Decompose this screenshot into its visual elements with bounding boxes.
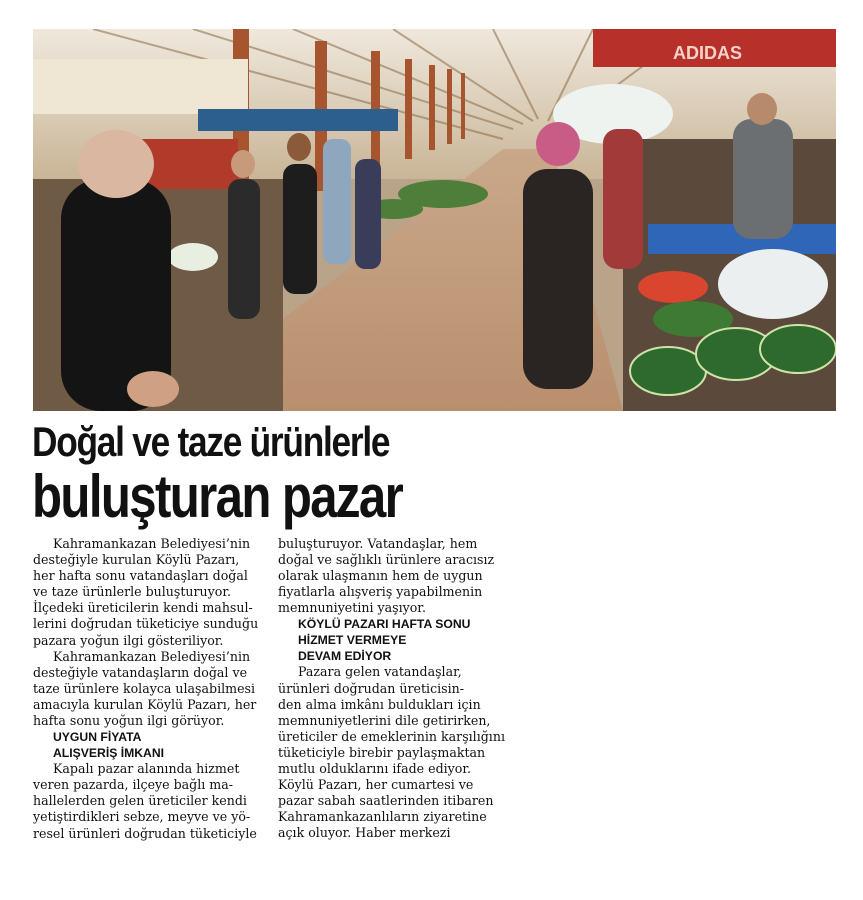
body-text-line: Kahramankazanlıların ziyaretine	[278, 809, 487, 825]
body-text-line: pazar sabah saatlerinden itibaren	[278, 793, 494, 809]
market-scene-illustration	[33, 29, 836, 411]
body-text-line: buluşturuyor. Vatandaşlar, hem	[278, 536, 478, 551]
body-text-line: ve taze ürünlerle buluşturuyor.	[33, 584, 231, 600]
body-text-line: veren pazarda, ilçeye bağlı ma-	[33, 777, 233, 793]
body-text-line: İlçedeki üreticilerin kendi mahsul-	[33, 600, 253, 616]
body-text-line: Köylü Pazarı, her cumartesi ve	[278, 777, 474, 793]
body-text-line: desteğiyle kurulan Köylü Pazarı,	[33, 552, 240, 568]
body-text-line: olarak ulaşmanın hem de uygun	[278, 568, 483, 584]
subheading-line: KÖYLÜ PAZARI HAFTA SONU	[298, 617, 471, 632]
body-text-line: taze ürünlere kolayca ulaşabilmesi	[33, 680, 256, 696]
body-text-line: desteğiyle vatandaşların doğal ve	[33, 664, 248, 680]
headline-line-2: buluşturan pazar	[32, 463, 403, 530]
body-text-line: açık oluyor. Haber merkezi	[278, 825, 451, 841]
body-text-line: amacıyla kurulan Köylü Pazarı, her	[33, 696, 257, 712]
article-column-2	[278, 536, 513, 842]
body-text-line: pazara yoğun ilgi gösteriliyor.	[33, 632, 224, 648]
body-text-line: mutlu olduklarını ifade ediyor.	[278, 761, 471, 777]
body-text-line: lerini doğrudan tüketiciye sunduğu	[33, 616, 259, 632]
body-text-line: Kahramankazan Belediyesi’nin	[53, 536, 251, 551]
subheading-line: UYGUN FİYATA	[53, 730, 142, 745]
body-text-line: hafta sonu yoğun ilgi görüyor.	[33, 713, 225, 729]
article-photo	[33, 29, 836, 411]
body-text-line: her hafta sonu vatandaşları doğal	[33, 568, 248, 584]
subheading-line: ALIŞVERİŞ İMKANI	[53, 746, 165, 761]
subheading-line: HİZMET VERMEYE	[298, 633, 407, 648]
body-text-line: Kapalı pazar alanında hizmet	[53, 761, 240, 777]
body-text-line: doğal ve sağlıklı ürünlere aracısız	[278, 552, 495, 568]
body-text-line: hallelerden gelen üreticiler kendi	[33, 793, 247, 809]
headline-line-1: Doğal ve taze ürünlerle	[32, 418, 390, 465]
article-column-1	[33, 536, 268, 842]
article-headline	[32, 418, 592, 528]
body-text-line: tüketiciyle birebir paylaşmaktan	[278, 744, 486, 760]
body-text-line: ürünleri doğrudan üreticisin-	[278, 680, 465, 696]
body-text-line: memnuniyetlerini dile getirirken,	[278, 712, 491, 728]
body-text-line: Pazara gelen vatandaşlar,	[298, 664, 462, 680]
body-text-line: yetiştirdikleri sebze, meyve ve yö-	[33, 809, 251, 825]
body-text-line: memnuniyetini yaşıyor.	[278, 600, 426, 616]
body-text-line: Kahramankazan Belediyesi’nin	[53, 648, 251, 664]
body-text-line: üreticiler de emeklerinin karşılığını	[278, 728, 505, 744]
body-text-line: fiyatlarla alışveriş yapabilmenin	[278, 584, 483, 600]
subheading-line: DEVAM EDİYOR	[298, 649, 392, 664]
body-text-line: resel ürünleri doğrudan tüketiciyle	[33, 825, 257, 841]
body-text-line: den alma imkânı buldukları için	[278, 696, 481, 712]
canopy-brand-text: ADIDAS	[673, 43, 743, 63]
